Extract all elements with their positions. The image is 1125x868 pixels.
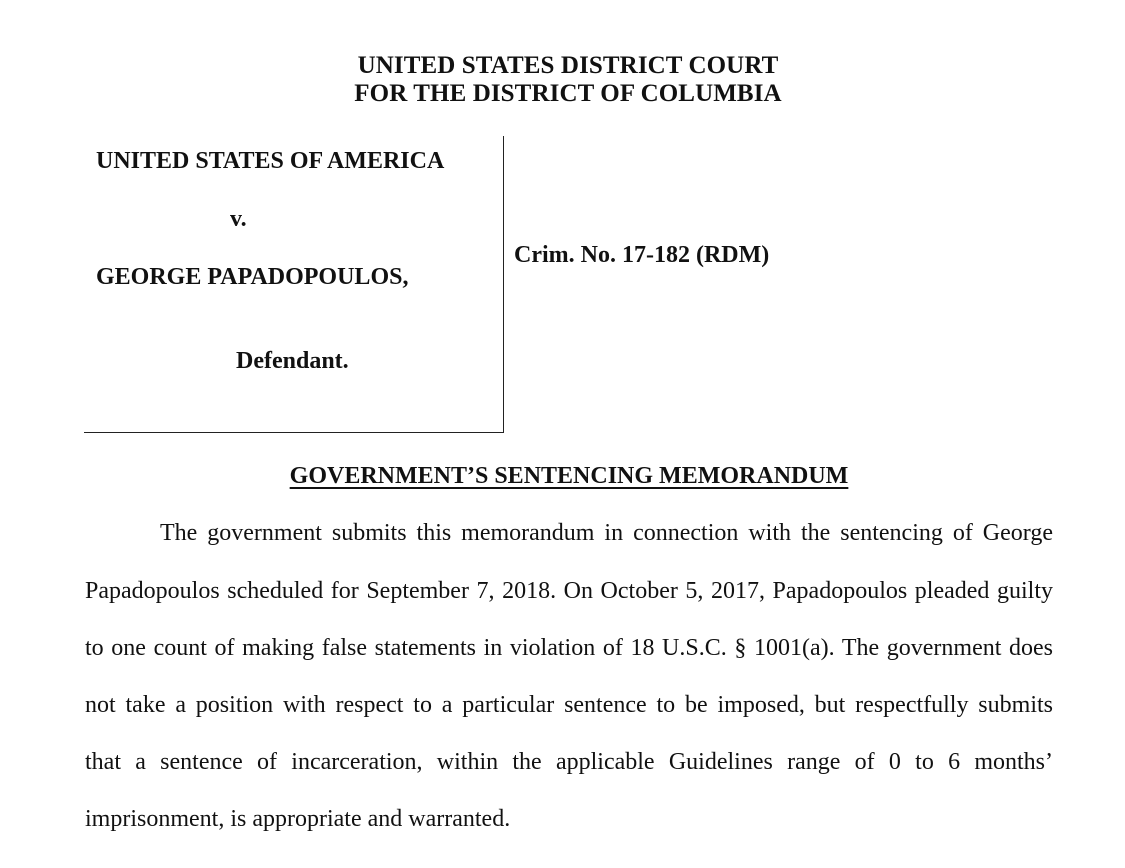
paragraph-line: not take a position with respect to a particular sentence to be imposed, but respectfully submits: [85, 692, 1053, 718]
case-caption-box: [84, 136, 504, 433]
defendant-name: GEORGE PAPADOPOULOS,: [96, 264, 409, 290]
paragraph-line: that a sentence of incarceration, within the applicable Guidelines range of 0 to 6 months’: [85, 749, 1053, 775]
court-name: UNITED STATES DISTRICT COURT: [357, 52, 779, 79]
paragraph-line: Papadopoulos scheduled for September 7, 2018. On October 5, 2017, Papadopoulos pleaded guilty: [85, 578, 1053, 604]
paragraph-line: imprisonment, is appropriate and warranted.: [85, 806, 511, 832]
memorandum-title: GOVERNMENT’S SENTENCING MEMORANDUM: [289, 463, 849, 489]
case-number: Crim. No. 17-182 (RDM): [514, 242, 770, 268]
paragraph-line: to one count of making false statements in violation of 18 U.S.C. § 1001(a). The government does: [85, 635, 1053, 661]
paragraph-line: The government submits this memorandum in connection with the sentencing of George: [160, 520, 1053, 546]
court-header: [0, 52, 1125, 108]
defendant-role: Defendant.: [236, 348, 349, 374]
versus-label: v.: [230, 206, 247, 232]
plaintiff-name: UNITED STATES OF AMERICA: [96, 148, 445, 174]
court-district: FOR THE DISTRICT OF COLUMBIA: [354, 80, 782, 107]
